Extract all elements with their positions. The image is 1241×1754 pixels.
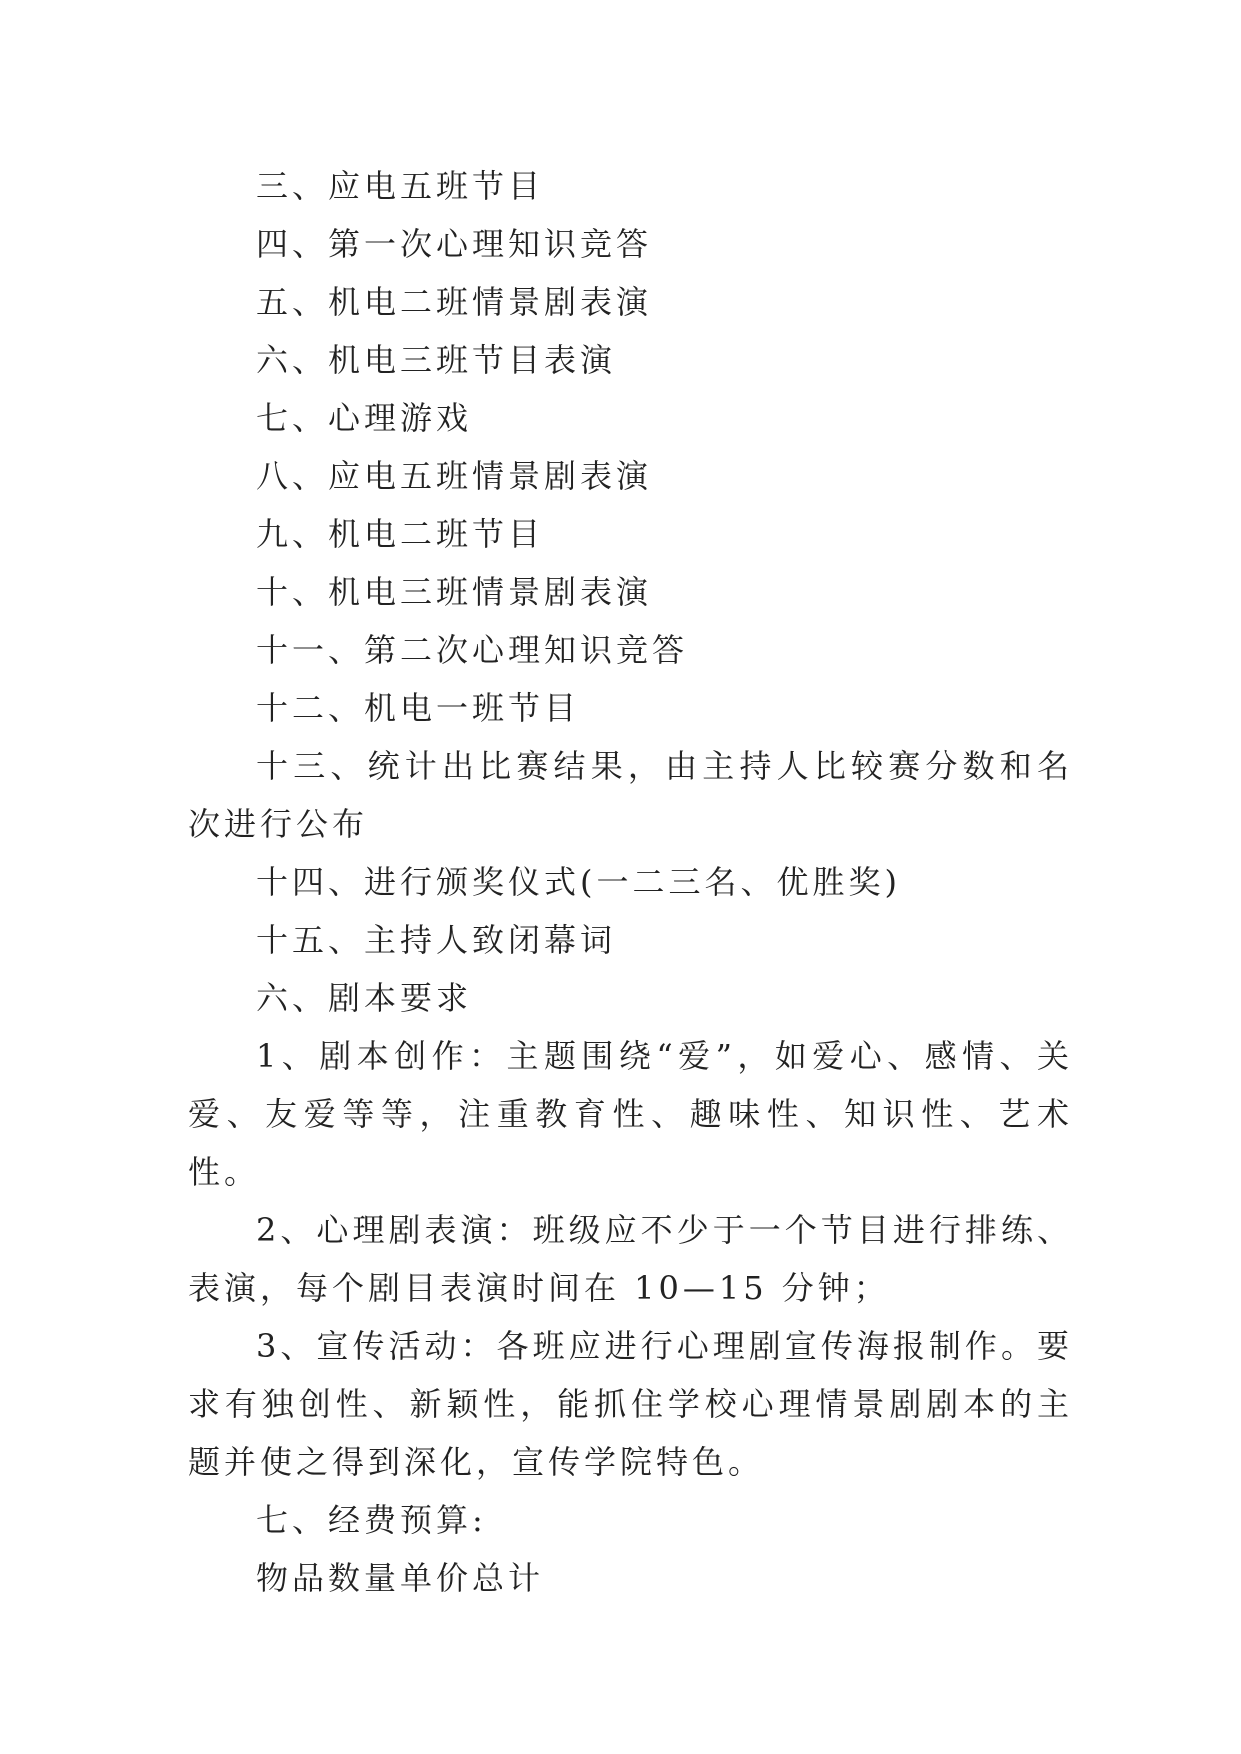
section-heading-script-requirements: 六、剧本要求	[256, 979, 473, 1017]
program-item-4: 四、第一次心理知识竞答	[256, 225, 653, 263]
program-item-5: 五、机电二班情景剧表演	[256, 283, 653, 321]
program-item-15: 十五、主持人致闭幕词	[256, 921, 617, 959]
program-item-9: 九、机电二班节目	[256, 515, 545, 553]
program-item-3: 三、应电五班节目	[256, 167, 545, 205]
section-heading-budget: 七、经费预算:	[256, 1501, 487, 1539]
requirement-item-3: 3、宣传活动：各班应进行心理剧宣传海报制作。要求有独创性、新颖性，能抓住学校心理情景剧剧本的主题并使之得到深化，宣传学院特色。	[188, 1327, 1073, 1481]
program-item-8: 八、应电五班情景剧表演	[256, 457, 653, 495]
requirement-item-1: 1、剧本创作：主题围绕“爱”，如爱心、感情、关爱、友爱等等，注重教育性、趣味性、知识性、艺术性。	[188, 1037, 1073, 1191]
program-item-7: 七、心理游戏	[256, 399, 473, 437]
document-body	[188, 157, 1073, 1607]
budget-table-header: 物品数量单价总计	[256, 1559, 545, 1597]
program-item-6: 六、机电三班节目表演	[256, 341, 617, 379]
program-item-10: 十、机电三班情景剧表演	[256, 573, 653, 611]
program-item-11: 十一、第二次心理知识竞答	[256, 631, 689, 669]
program-item-12: 十二、机电一班节目	[256, 689, 581, 727]
requirement-item-2: 2、心理剧表演：班级应不少于一个节目进行排练、表演，每个剧目表演时间在 10—15 分钟；	[188, 1211, 1073, 1307]
program-item-14: 十四、进行颁奖仪式(一二三名、优胜奖)	[256, 863, 901, 901]
program-item-13: 十三、统计出比赛结果，由主持人比较赛分数和名次进行公布	[188, 747, 1073, 843]
